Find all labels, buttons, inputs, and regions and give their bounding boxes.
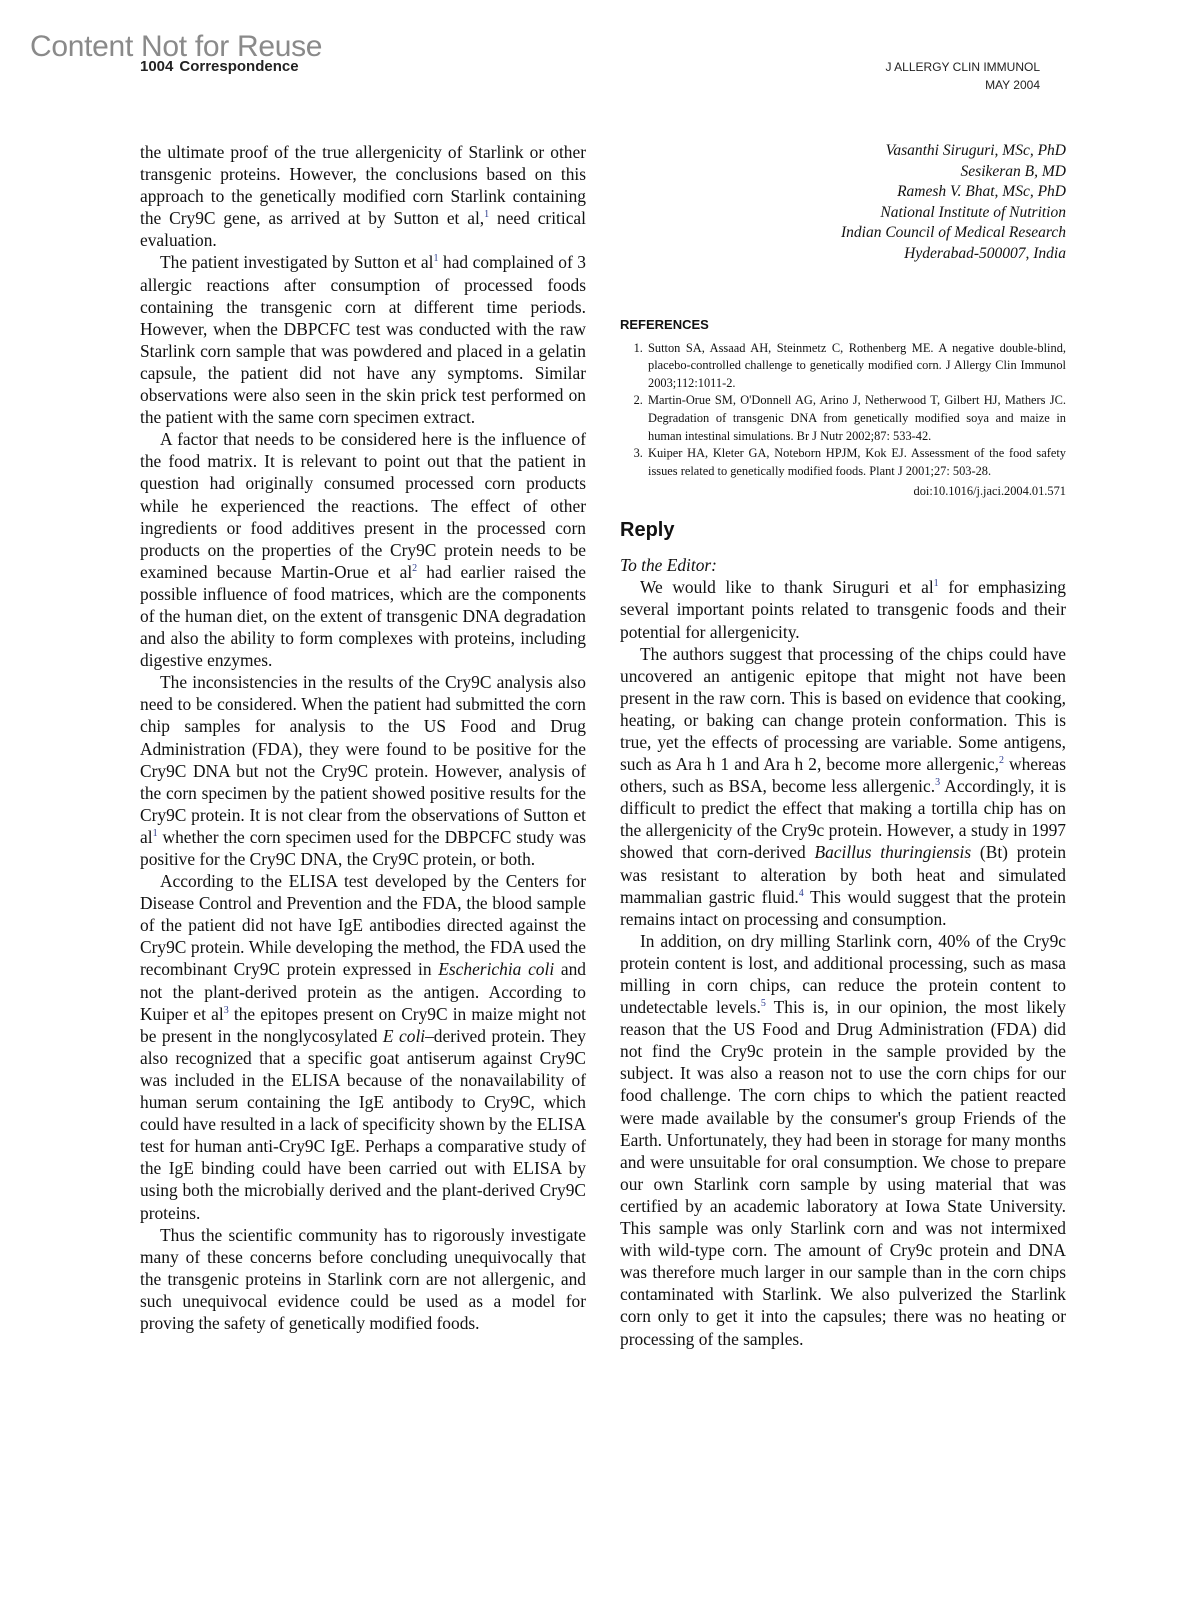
author-signature [620, 141, 1066, 265]
citation-link[interactable]: 5 [760, 998, 766, 1010]
reply-heading: Reply [620, 519, 675, 542]
citation-link[interactable]: 2 [412, 562, 418, 574]
salutation: To the Editor: [620, 555, 717, 576]
paragraph: In addition, on dry milling Starlink corn, 40% of the Cry9c protein content is lost, and additional processing, such as masa milling in corn chips, can reduce the protein content to undetectable levels.$^5$ This is, in our opinion, the most likely reason that the US Food and Drug Administration (FDA) did not find the Cry9c protein in the sample provided by the subject. It was also a reason not to use the corn chips for our food challenge. The corn chips to which the patient reacted were made available by the consumer's group Friends of the Earth. Unfortunately, they had been in storage for many months and were unsuitable for oral consumption. We chose to prepare our own Starlink corn sample by using material that was certified by an academic laboratory at Iowa State University. This sample was only Starlink corn and was not intermixed with wild-type corn. The amount of Cry9c protein and DNA was therefore much larger in our sample than in the corn chips contaminated with Starlink. We also pulverized the Starlink corn only to get it into the capsules; there was no heating or processing of the samples. [620, 930, 1066, 1349]
citation-link[interactable]: 3 [935, 777, 941, 789]
issue-date: MAY 2004 [985, 78, 1040, 92]
reference-item: 3. Kuiper HA, Kleter GA, Noteborn HPJM, Kok EJ. Assessment of the food safety issues related to genetically modified foods. Plant J 2001;27: 503-28. [646, 445, 1066, 480]
author-name: Ramesh V. Bhat, MSc, PhD [897, 183, 1066, 201]
references-heading: REFERENCES [620, 316, 709, 332]
left-column [140, 141, 586, 1334]
running-header-right [886, 58, 1041, 94]
paragraph: The patient investigated by Sutton et $al^1$ had complained of 3 allergic reactions after consumption of processed foods containing the transgenic corn at different time periods. However, when the DBPCFC test was conducted with the raw Starlink corn sample that was powdered and placed in a gelatin capsule, the patient did not have any symptoms. Similar observations were also seen in the skin prick test performed on the patient with the same corn specimen extract. [140, 252, 586, 428]
doi-link[interactable]: doi:10.1016/j.jaci.2004.01.571 [913, 484, 1066, 499]
right-column [620, 141, 1066, 1350]
paragraph: A factor that needs to be considered here is the influence of the food matrix. It is relevant to point out that the patient in question had originally consumed processed corn products while he experienced the reactions. The effect of other ingredients or food additives present in the processed corn products on the properties of the Cry9C protein needs to be examined because Martin-Orue et $al^2$ had earlier raised the possible influence of food matrices, which are the components of the human diet, on the extent of transgenic DNA degradation and also the ability to form complexes with proteins, including digestive enzymes. [140, 429, 586, 671]
page-number: 1004 [140, 58, 174, 75]
author-name: Vasanthi Siruguri, MSc, PhD [885, 142, 1066, 159]
author-name: Sesikeran B, MD [960, 162, 1066, 180]
paragraph: The inconsistencies in the results of the Cry9C analysis also need to be considered. When the patient had submitted the corn chip samples for analysis to the US Food and Drug Administration (FDA), they were found to be positive for the Cry9C DNA but not the Cry9C protein. However, analysis of the corn specimen by the patient showed positive results for the Cry9C protein. It is not clear from the observations of Sutton et $al^1$ whether the corn specimen used for the DBPCFC study was positive for the Cry9C DNA, the Cry9C protein, or both. [140, 672, 586, 869]
citation-link[interactable]: 1 [152, 828, 158, 840]
paragraph: Thus the scientific community has to rigorously investigate many of these concerns before concluding unequivocally that the transgenic proteins in Starlink corn are not allergenic, and such unequivocal evidence could be used as a model for proving the safety of genetically modified foods. [140, 1224, 586, 1333]
paragraph: According to the ELISA test developed by the Centers for Disease Control and Prevention and the FDA, the blood sample of the patient did not have IgE antibodies directed against the Cry9C protein. While developing the method, the FDA used the recombinant Cry9C protein expressed in Escherichia coli and not the plant-derived protein as the antigen. According to Kuiper et $al^3$ the epitopes present on Cry9C in maize might not be present in the nonglycosylated E coli–derived protein. They also recognized that a specific goat antiserum against Cry9C was included in the ELISA because of the nonavailability of human serum containing the IgE antibody to Cry9C, which could have resulted in a lack of specificity shown by the ELISA test for human anti-Cry9C IgE. Perhaps a comparative study of the IgE binding could have been carried out with ELISA by using both the microbially derived and the plant-derived Cry9C proteins. [140, 871, 586, 1223]
reference-list [620, 340, 1066, 481]
section-label: Correspondence [179, 58, 299, 75]
citation-link[interactable]: 1 [433, 253, 439, 265]
citation-link[interactable]: 4 [798, 887, 804, 899]
citation-link[interactable]: 3 [223, 1004, 229, 1016]
paragraph: The authors suggest that processing of the chips could have uncovered an antigenic epitope that might not have been present in the raw corn. This is based on evidence that cooking, heating, or baking can change protein conformation. This is true, yet the effects of processing are variable. Some antigens, such as Ara h 1 and Ara h 2, become more allergenic,$^2$ whereas others, such as BSA, become less allergenic.$^3$ Accordingly, it is difficult to predict the effect that making a tortilla chip has on the allergenicity of the Cry9c protein. However, a study in 1997 showed that corn-derived Bacillus thuringiensis (Bt) protein was resistant to alteration by both heat and simulated mammalian gastric fluid.$^4$ This would suggest that the protein remains intact on processing and consumption. [620, 643, 1067, 929]
citation-link[interactable]: 1 [933, 578, 939, 590]
reference-item: 1. Sutton SA, Assaad AH, Steinmetz C, Rothenberg ME. A negative double-blind, placebo-controlled challenge to genetically modified corn. J Allergy Clin Immunol 2003;112:1011-2. [646, 340, 1066, 393]
paragraph: We would like to thank Siruguri et $al^1$ for emphasizing several important points related to transgenic foods and their potential for allergenicity. [620, 577, 1066, 642]
watermark: Content Not for Reuse [30, 30, 323, 63]
paragraph: the ultimate proof of the true allergenicity of Starlink or other transgenic proteins. However, the conclusions based on this approach to the genetically modified corn Starlink containing the Cry9C gene, as arrived at by Sutton et al,$^1$ need critical evaluation. [140, 142, 586, 251]
affiliation: Indian Council of Medical Research [841, 224, 1066, 242]
affiliation: Hyderabad-500007, India [904, 244, 1066, 262]
journal-name: J ALLERGY CLIN IMMUNOL [885, 60, 1040, 74]
running-header-left [140, 58, 299, 75]
affiliation: National Institute of Nutrition [880, 203, 1066, 221]
reference-item: 2. Martin-Orue SM, O'Donnell AG, Arino J, Netherwood T, Gilbert HJ, Mathers JC. Degradation of transgenic DNA from genetically modified soya and maize in human intestinal simulations. Br J Nutr 2002;87: 533-42. [646, 392, 1066, 445]
citation-link[interactable]: 1 [484, 209, 490, 221]
citation-link[interactable]: 2 [998, 755, 1004, 767]
